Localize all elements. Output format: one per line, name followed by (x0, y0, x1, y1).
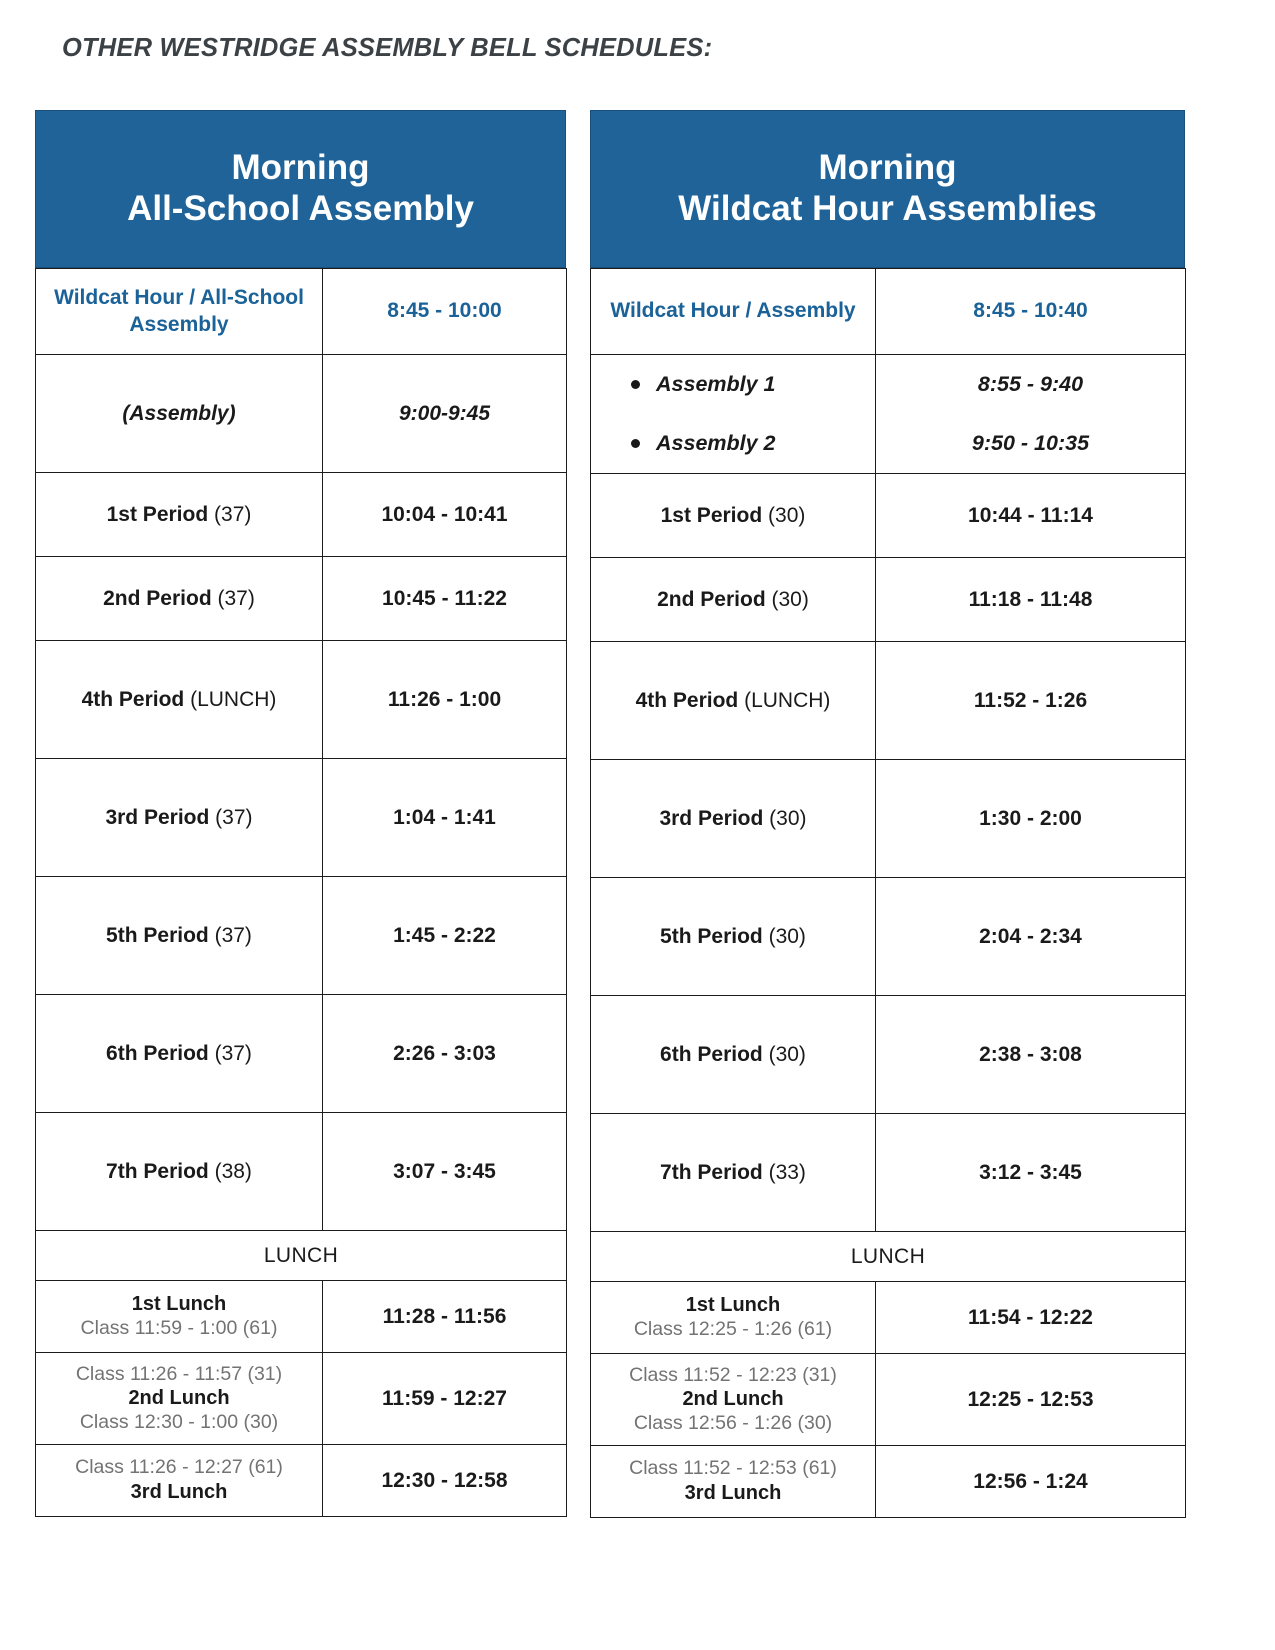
period-count: (37) (214, 502, 252, 526)
period-label-right-2 (591, 642, 876, 760)
period-name: 6th Period (106, 1041, 209, 1065)
schedule-table-left (35, 268, 567, 1517)
table-row (591, 474, 1186, 558)
period-label-right-3 (591, 760, 876, 878)
lunch-class-before: Class 11:26 - 12:27 (61) (75, 1456, 283, 1479)
lunch-class-after: Class 12:30 - 1:00 (30) (79, 1410, 279, 1433)
schedule-header-right-line2: Wildcat Hour Assemblies (678, 189, 1097, 228)
lunch-time-left-2: 12:30 - 12:58 (323, 1445, 567, 1517)
lunch-name: 3rd Lunch (684, 1482, 782, 1505)
table-row (591, 1446, 1186, 1518)
table-row (36, 995, 567, 1113)
schedule-header-right-line1: Morning (818, 147, 957, 187)
assembly-label: Assembly 1 (656, 372, 776, 396)
period-count: (38) (214, 1159, 252, 1183)
assembly-label: Assembly 2 (656, 431, 776, 455)
table-row (591, 642, 1186, 760)
period-time-right-1: 11:18 - 11:48 (876, 558, 1186, 642)
table-row (36, 641, 567, 759)
period-name: 7th Period (106, 1159, 209, 1183)
schedule-header-left-line2: All-School Assembly (127, 189, 474, 228)
period-count: (30) (771, 587, 809, 611)
lunch-time-right-0: 11:54 - 12:22 (876, 1282, 1186, 1354)
assembly-list (597, 355, 869, 473)
period-count: (LUNCH) (190, 687, 277, 711)
lunch-label-left-2 (36, 1445, 323, 1517)
wildcat-hour-label-left: Wildcat Hour / All-School Assembly (36, 269, 323, 355)
period-label-right-4 (591, 878, 876, 996)
period-label-left-2 (36, 641, 323, 759)
wildcat-hour-time-left: 8:45 - 10:00 (323, 269, 567, 355)
table-row-assemblies-right (591, 355, 1186, 474)
lunch-time-right-2: 12:56 - 1:24 (876, 1446, 1186, 1518)
period-name: 5th Period (660, 924, 763, 948)
lunch-class-after: Class 12:56 - 1:26 (30) (633, 1411, 833, 1434)
table-row (36, 1445, 567, 1517)
period-label-right-6 (591, 1114, 876, 1232)
table-row (36, 759, 567, 877)
period-name: 3rd Period (105, 805, 210, 829)
period-time-left-0: 10:04 - 10:41 (323, 473, 567, 557)
assembly-time: 9:50 - 10:35 (971, 431, 1090, 455)
period-time-right-2: 11:52 - 1:26 (876, 642, 1186, 760)
period-label-left-4 (36, 877, 323, 995)
lunch-class-before: Class 11:52 - 12:53 (61) (629, 1457, 837, 1480)
period-time-left-3: 1:04 - 1:41 (323, 759, 567, 877)
lunch-class-after: Class 11:59 - 1:00 (61) (80, 1316, 278, 1339)
period-name: 3rd Period (659, 806, 764, 830)
period-time-right-0: 10:44 - 11:14 (876, 474, 1186, 558)
lunch-label-right-1 (591, 1354, 876, 1446)
period-label-left-5 (36, 995, 323, 1113)
period-label-right-5 (591, 996, 876, 1114)
schedule-all-school-assembly (35, 110, 566, 1517)
table-row (591, 878, 1186, 996)
period-time-left-5: 2:26 - 3:03 (323, 995, 567, 1113)
lunch-label-right-2 (591, 1446, 876, 1518)
lunch-label-right-0 (591, 1282, 876, 1354)
table-row-wildcat-hour-left (36, 269, 567, 355)
period-count: (30) (769, 806, 807, 830)
assembly-time: 8:55 - 9:40 (977, 372, 1084, 396)
period-count: (LUNCH) (744, 688, 831, 712)
table-row (591, 996, 1186, 1114)
table-row (591, 1354, 1186, 1446)
schedules-container (35, 110, 1185, 1518)
lunch-name: 1st Lunch (685, 1294, 781, 1317)
period-count: (30) (768, 503, 806, 527)
period-count: (37) (215, 805, 253, 829)
period-time-right-3: 1:30 - 2:00 (876, 760, 1186, 878)
schedule-wildcat-hour-assemblies (590, 110, 1185, 1518)
list-item (597, 355, 869, 414)
period-label-left-1 (36, 557, 323, 641)
period-name: 2nd Period (657, 587, 766, 611)
table-row (591, 1282, 1186, 1354)
period-count: (33) (768, 1160, 806, 1184)
schedule-table-right (590, 268, 1186, 1518)
lunch-section-header-right: LUNCH (591, 1232, 1186, 1282)
lunch-name: 3rd Lunch (130, 1481, 228, 1504)
period-name: 4th Period (635, 688, 739, 712)
table-row (36, 1353, 567, 1445)
assembly-label-left: (Assembly) (36, 355, 323, 473)
table-row-wildcat-hour-right (591, 269, 1186, 355)
table-row (36, 1113, 567, 1231)
period-time-right-6: 3:12 - 3:45 (876, 1114, 1186, 1232)
assembly-list-right (591, 355, 876, 474)
period-name: 5th Period (106, 923, 209, 947)
lunch-time-left-1: 11:59 - 12:27 (323, 1353, 567, 1445)
table-row (36, 557, 567, 641)
assembly-times-right (876, 355, 1186, 474)
lunch-label-left-0 (36, 1281, 323, 1353)
wildcat-hour-label-right: Wildcat Hour / Assembly (591, 269, 876, 355)
lunch-label-left-1 (36, 1353, 323, 1445)
lunch-name: 1st Lunch (131, 1293, 227, 1316)
period-count: (37) (217, 586, 255, 610)
bullet-icon (631, 439, 640, 448)
table-row (591, 558, 1186, 642)
table-row-lunch-header-right (591, 1232, 1186, 1282)
lunch-class-before: Class 11:52 - 12:23 (31) (629, 1363, 837, 1386)
lunch-class-after: Class 12:25 - 1:26 (61) (633, 1317, 833, 1340)
table-row-assembly-left (36, 355, 567, 473)
table-row (36, 473, 567, 557)
schedule-header-left-line1: Morning (231, 147, 370, 187)
lunch-class-before: Class 11:26 - 11:57 (31) (75, 1362, 283, 1385)
lunch-section-header-left: LUNCH (36, 1231, 567, 1281)
period-count: (37) (214, 923, 252, 947)
schedule-header-left (35, 110, 566, 268)
period-time-left-1: 10:45 - 11:22 (323, 557, 567, 641)
bullet-icon (631, 380, 640, 389)
period-name: 1st Period (660, 503, 763, 527)
period-time-left-6: 3:07 - 3:45 (323, 1113, 567, 1231)
period-label-left-3 (36, 759, 323, 877)
period-name: 2nd Period (103, 586, 212, 610)
period-time-right-5: 2:38 - 3:08 (876, 996, 1186, 1114)
assembly-time-left: 9:00-9:45 (323, 355, 567, 473)
period-label-right-1 (591, 558, 876, 642)
lunch-time-right-1: 12:25 - 12:53 (876, 1354, 1186, 1446)
table-row (36, 877, 567, 995)
period-count: (37) (214, 1041, 252, 1065)
period-label-left-0 (36, 473, 323, 557)
lunch-name: 2nd Lunch (128, 1387, 230, 1410)
period-name: 6th Period (660, 1042, 763, 1066)
period-time-left-2: 11:26 - 1:00 (323, 641, 567, 759)
schedule-header-right (590, 110, 1185, 268)
wildcat-hour-time-right: 8:45 - 10:40 (876, 269, 1186, 355)
table-row (591, 1114, 1186, 1232)
list-item (597, 414, 869, 473)
table-row (591, 760, 1186, 878)
lunch-name: 2nd Lunch (682, 1388, 784, 1411)
assembly-time-stack (882, 355, 1179, 473)
schedule-divider (566, 110, 590, 1518)
table-row-lunch-header-left (36, 1231, 567, 1281)
period-count: (30) (768, 924, 806, 948)
table-row (36, 1281, 567, 1353)
period-time-right-4: 2:04 - 2:34 (876, 878, 1186, 996)
period-label-right-0 (591, 474, 876, 558)
page-title: OTHER WESTRIDGE ASSEMBLY BELL SCHEDULES: (62, 34, 713, 62)
period-label-left-6 (36, 1113, 323, 1231)
period-time-left-4: 1:45 - 2:22 (323, 877, 567, 995)
period-count: (30) (768, 1042, 806, 1066)
lunch-time-left-0: 11:28 - 11:56 (323, 1281, 567, 1353)
period-name: 1st Period (106, 502, 209, 526)
period-name: 7th Period (660, 1160, 763, 1184)
period-name: 4th Period (81, 687, 185, 711)
